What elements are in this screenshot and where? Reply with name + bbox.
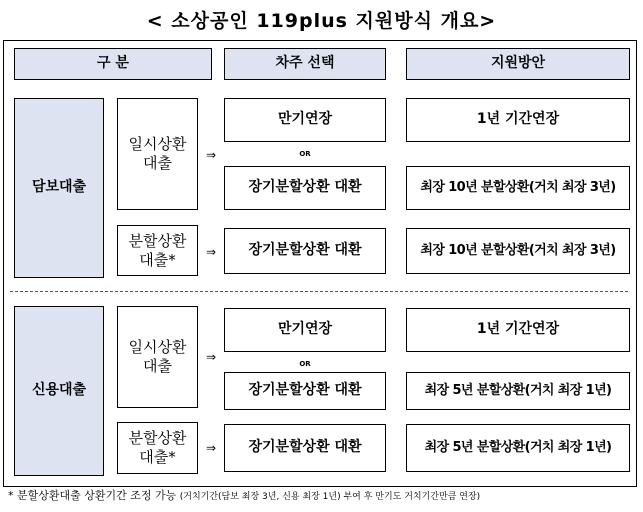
plan-one-year-extension: 1년 기간연장 (406, 308, 630, 352)
plan-installment-repayment: 최장 5년 분할상환(거치 최장 1년) (406, 424, 630, 472)
loan-type-lump-sum: 일시상환 대출 (117, 306, 198, 408)
arrow-icon: ⇒ (205, 441, 217, 455)
option-long-term-refinance: 장기분할상환 대환 (224, 228, 386, 274)
plan-installment-repayment: 최장 10년 분할상환(거치 최장 3년) (406, 166, 630, 210)
arrow-icon: ⇒ (205, 245, 217, 259)
header-category: 구 분 (14, 48, 212, 80)
loan-type-lump-sum: 일시상환 대출 (117, 98, 198, 210)
loan-type-installment: 분할상환 대출* (117, 225, 198, 276)
arrow-icon: ⇒ (205, 350, 217, 364)
category-secured-loan: 담보대출 (14, 98, 104, 278)
loan-type-installment: 분할상환 대출* (117, 422, 198, 474)
footnote (8, 487, 638, 503)
header-borrower-choice: 차주 선택 (224, 48, 386, 80)
arrow-icon: ⇒ (205, 148, 217, 162)
or-connector: OR (299, 360, 311, 368)
plan-installment-repayment: 최장 10년 분할상환(거치 최장 3년) (406, 228, 630, 274)
option-maturity-extension: 만기연장 (224, 98, 386, 142)
category-credit-loan: 신용대출 (14, 306, 104, 476)
plan-installment-repayment: 최장 5년 분할상환(거치 최장 1년) (406, 372, 630, 410)
header-support-plan: 지원방안 (406, 48, 630, 80)
option-maturity-extension: 만기연장 (224, 308, 386, 352)
or-connector: OR (299, 150, 311, 158)
page-title: < 소상공인 119plus 지원방식 개요> (146, 10, 497, 32)
option-long-term-refinance: 장기분할상환 대환 (224, 166, 386, 210)
footnote-main: * 분할상환대출 상환기간 조정 가능 (8, 489, 177, 502)
option-long-term-refinance: 장기분할상환 대환 (224, 424, 386, 472)
plan-one-year-extension: 1년 기간연장 (406, 98, 630, 142)
section-divider (10, 291, 628, 292)
option-long-term-refinance: 장기분할상환 대환 (224, 372, 386, 410)
footnote-detail: (거치기간(담보 최장 3년, 신용 최장 1년) 부여 후 만기도 거치기간만큼 연장) (179, 492, 481, 502)
